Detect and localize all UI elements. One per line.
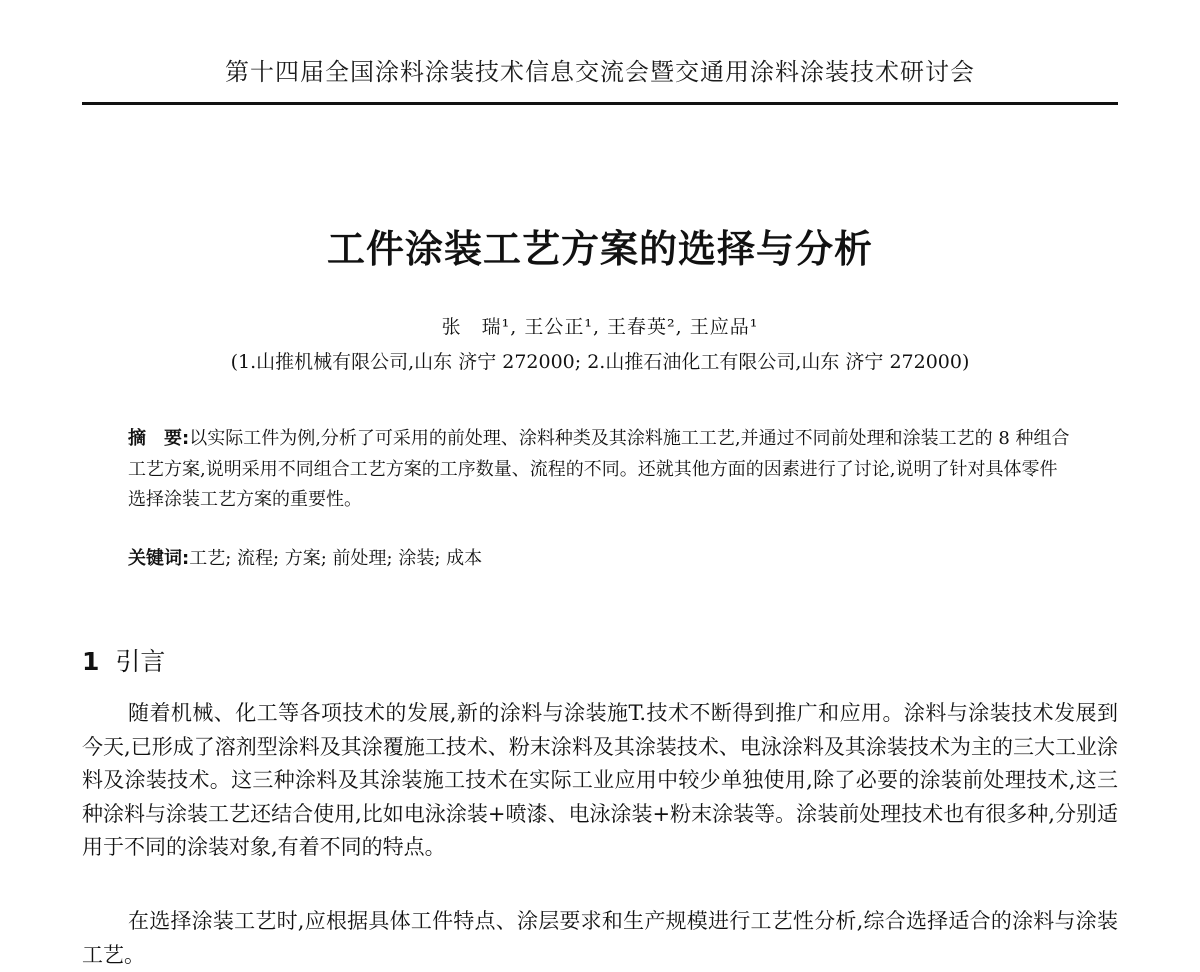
body-paragraph: 随着机械、化工等各项技术的发展,新的涂料与涂装施T.技术不断得到推广和应用。涂料与涂装技术发展到今天,已形成了溶剂型涂料及其涂覆施工技术、粉末涂料及其涂装技术、电泳涂料及其涂装技术为主的三大工业涂料及涂装技术。这三种涂料及其涂装施工技术在实际工业应用中较少单独使用,除了必要的涂装前处理技术,这三种涂料与涂装工艺还结合使用,比如电泳涂装+喷漆、电泳涂装+粉末涂装等。涂装前处理技术也有很多种,分别适用于不同的涂装对象,有着不同的特点。 xyxy=(82,701,1118,859)
section-heading xyxy=(82,642,165,678)
abstract-label: 摘 要: xyxy=(128,428,190,449)
abstract xyxy=(128,424,1072,516)
keywords xyxy=(128,544,1072,574)
section-title: 引言 xyxy=(115,647,166,676)
keywords-text: 工艺; 流程; 方案; 前处理; 涂装; 成本 xyxy=(189,548,483,569)
abstract-text: 以实际工件为例,分析了可采用的前处理、涂料种类及其涂料施工工艺,并通过不同前处理和涂装工艺的 8 种组合工艺方案,说明采用不同组合工艺方案的工序数量、流程的不同。还就其他方面的因素进行了讨论,说明了针对具体零件选择涂装工艺方案的重要性。 xyxy=(128,428,1070,510)
author-affiliations: (1.山推机械有限公司,山东 济宁 272000; 2.山推石油化工有限公司,山东 济宁 272000) xyxy=(230,351,970,373)
author-list: 张 瑞¹, 王公正¹, 王春英², 王应品¹ xyxy=(441,316,759,338)
running-header: 第十四届全国涂料涂装技术信息交流会暨交通用涂料涂装技术研讨会 xyxy=(225,58,975,86)
body-paragraph: 在选择涂装工艺时,应根据具体工件特点、涂层要求和生产规模进行工艺性分析,综合选择适合的涂料与涂装工艺。 xyxy=(82,909,1118,967)
header-rule xyxy=(82,102,1118,105)
keywords-label: 关键词: xyxy=(128,548,190,569)
paper-title: 工件涂装工艺方案的选择与分析 xyxy=(326,227,873,271)
section-number: 1 xyxy=(82,647,100,676)
